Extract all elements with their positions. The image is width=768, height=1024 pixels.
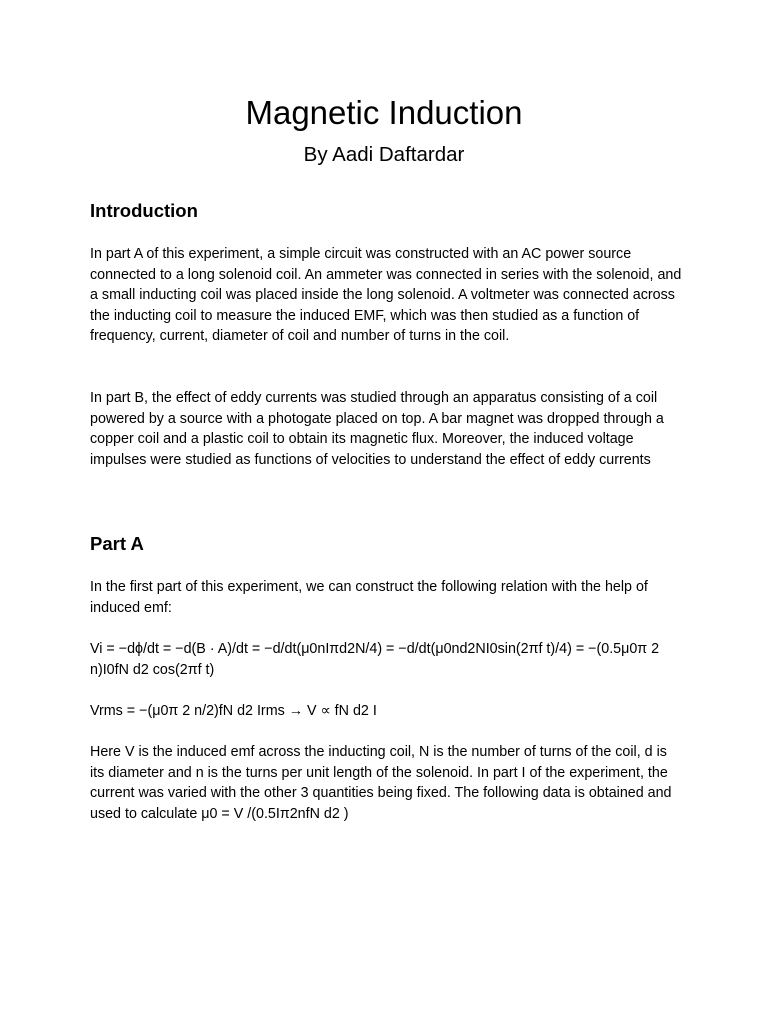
part-a-paragraph-2: Here V is the induced emf across the inducting coil, N is the number of turns of the coil, d is its diameter and n is the turns per unit length of the solenoid. In part I of the experiment, the current was varied with the other 3 quantities being fixed. The following data is obtained and used to calculate μ0 = V /(0.5Iπ2nfN d2 ) bbox=[90, 744, 672, 822]
document-title: Magnetic Induction bbox=[245, 94, 523, 131]
introduction-paragraph-2: In part B, the effect of eddy currents was studied through an apparatus consisting of a coil powered by a source with a photogate placed on top. A bar magnet was dropped through a copper coil and a plastic coil to obtain its magnetic flux. Moreover, the induced voltage impulses were studied as functions of velocities to understand the effect of eddy currents bbox=[90, 390, 664, 468]
vrms-equation: Vrms = −(μ0π 2 n/2)fN d2 Irms → V ∝ fN d2 I bbox=[90, 703, 377, 719]
induced-emf-equation: Vi = −dϕ/dt = −d(B · A)/dt = −d/dt(μ0nIπd2N/4) = −d/dt(μ0nd2NI0sin(2πf t)/4) = −(0.5μ0π 2 n)I0fN d2 cos(2πf t) bbox=[90, 641, 660, 678]
introduction-paragraph-1: In part A of this experiment, a simple circuit was constructed with an AC power source connected to a long solenoid coil. An ammeter was connected in series with the solenoid, and a small inducting coil was placed inside the long solenoid. A voltmeter was connected across the inducting coil to measure the induced EMF, which was then studied as a function of frequency, current, diameter of coil and number of turns in the coil. bbox=[90, 246, 682, 344]
introduction-heading: Introduction bbox=[90, 200, 198, 221]
part-a-heading: Part A bbox=[90, 533, 144, 554]
part-a-paragraph-1: In the first part of this experiment, we can construct the following relation with the help of induced emf: bbox=[90, 579, 648, 616]
document-author: By Aadi Daftardar bbox=[303, 143, 465, 166]
